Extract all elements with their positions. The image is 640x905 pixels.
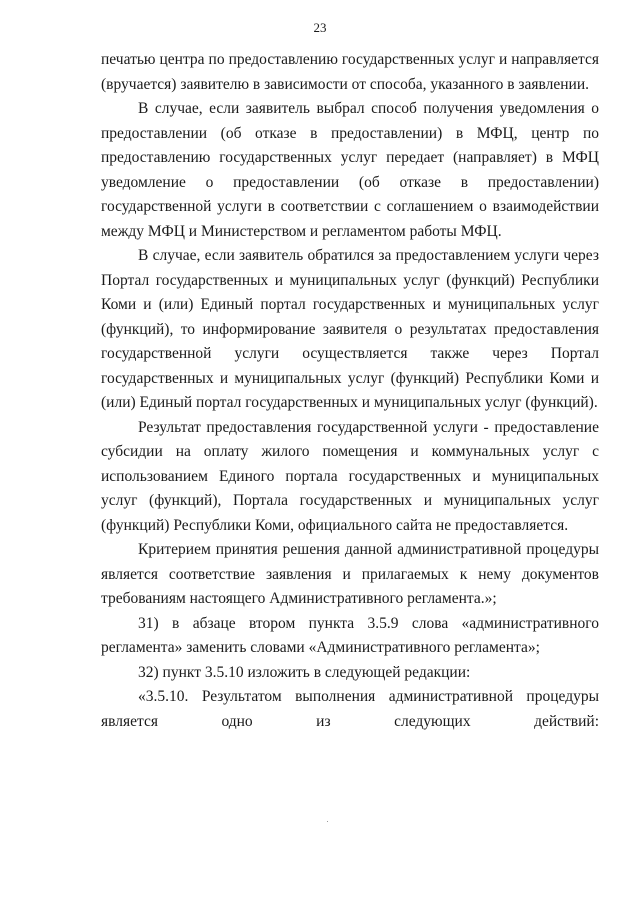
paragraph-portal-notification: В случае, если заявитель обратился за предоставлением услуги через Портал государственных и муниципальных услуг (функций) Республики Коми и (или) Единый портал государственных и муниципальных услуг (функций), то информирование заявителя о результатах предоставления государственной услуги осуществляется также через Портал государственных и муниципальных услуг (функций) Республики Коми и (или) Единый портал государственных и муниципальных услуг (функций).: [101, 247, 599, 411]
scan-speck: [327, 821, 328, 822]
paragraph-mfc-notification: В случае, если заявитель выбрал способ получения уведомления о предоставлении (об отказе в предоставлении) в МФЦ, центр по предоставлению государственных услуг передает (направляет) в МФЦ уведомление о предоставлении (об отказе в предоставлении) государственной услуги в соответствии с соглашением о взаимодействии между МФЦ и Министерством и регламентом работы МФЦ.: [101, 100, 599, 240]
document-body: [101, 48, 599, 734]
paragraph-continuation: печатью центра по предоставлению государственных услуг и направляется (вручается) заявителю в зависимости от способа, указанного в заявлении.: [101, 51, 599, 93]
paragraph-amendment-32: 32) пункт 3.5.10 изложить в следующей редакции:: [138, 663, 471, 681]
paragraph-clause-3-5-10: «3.5.10. Результатом выполнения административной процедуры является одно из следующих действий:: [101, 688, 599, 730]
paragraph-service-result: Результат предоставления государственной услуги - предоставление субсидии на оплату жилого помещения и коммунальных услуг с использованием Единого портала государственных и муниципальных услуг (функций), Портала государственных и муниципальных услуг (функций) Республики Коми, официального сайта не предоставляется.: [101, 418, 599, 534]
paragraph-amendment-31: 31) в абзаце втором пункта 3.5.9 слова «административного регламента» заменить словами «Административного регламента»;: [101, 614, 599, 656]
paragraph-decision-criterion: Критерием принятия решения данной административной процедуры является соответствие заявления и прилагаемых к нему документов требованиям настоящего Административного регламента.»;: [101, 541, 599, 607]
page-number: 23: [313, 20, 327, 35]
